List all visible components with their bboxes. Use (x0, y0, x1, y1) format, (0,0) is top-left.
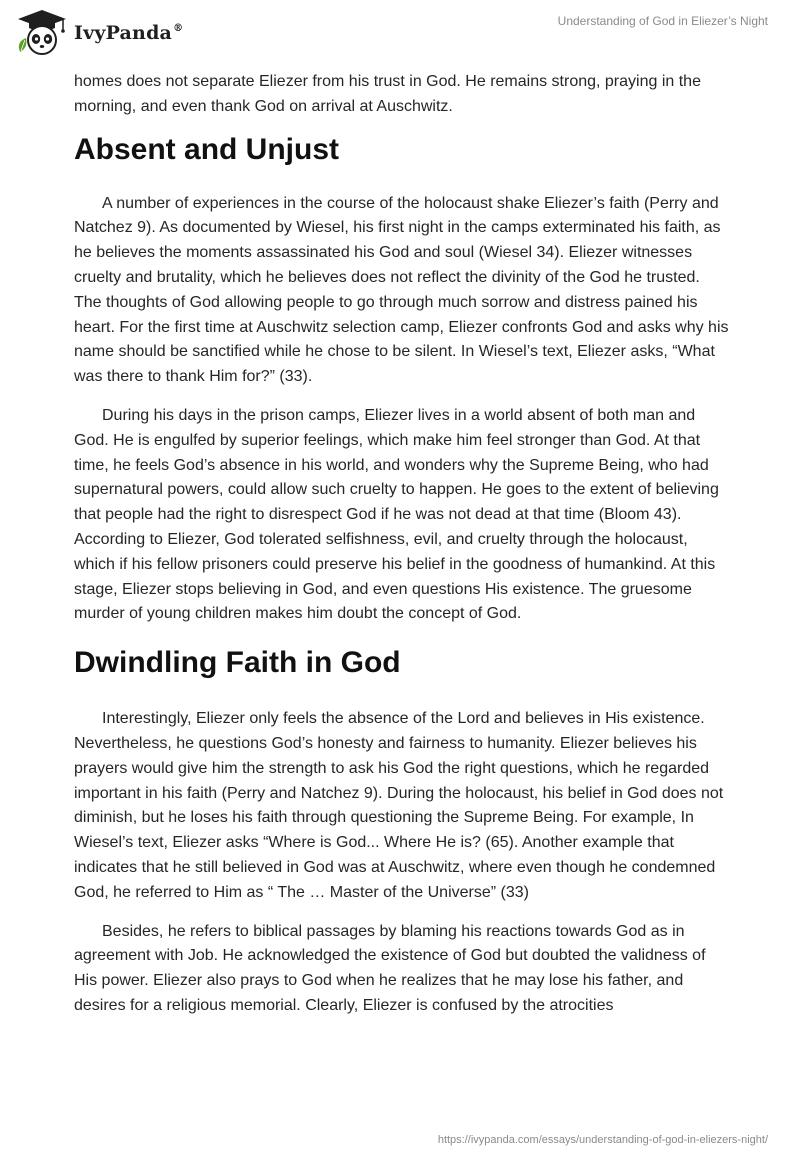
section-heading-absent-unjust: Absent and Unjust (74, 132, 340, 166)
paragraph-2: During his days in the prison camps, Eliezer lives in a world absent of both man and God. He is engulfed by superior feelings, which make him feel stronger than God. At that time, he feels God’s absence in his world, and wonders why the Supreme Being, who had supernatural powers, could allow such cruelty to happen. He goes to the extent of believing that people had the right to disrespect God if he was not dead at that time (Bloom 43). According to Eliezer, God tolerated selfishness, evil, and cruelty through the holocaust, which if his fellow prisoners could preserve his belief in the goodness of humankind. At this stage, Eliezer stops believing in God, and even questions His existence. The gruesome murder of young children makes him doubt the concept of God. (74, 406, 719, 623)
document-title: Understanding of God in Eliezer’s Night (557, 14, 768, 28)
panda-mascot-icon (14, 8, 70, 56)
source-url[interactable]: https://ivypanda.com/essays/understanding-of-god-in-eliezers-night/ (437, 1134, 768, 1146)
page-header (0, 0, 800, 62)
brand-name: IvyPanda® (74, 22, 184, 44)
registered-mark: ® (173, 23, 184, 34)
paragraph-3: Interestingly, Eliezer only feels the absence of the Lord and believes in His existence. Nevertheless, he questions God’s honesty and fairness to humanity. Eliezer believes his prayers would give him the strength to ask his God the right questions, which he regarded important in his faith (Perry and Natchez 9). During the holocaust, his belief in God does not diminish, but he loses his faith through questioning the Supreme Being. For example, In Wiesel’s text, Eliezer asks “Where is God... Where He is? (65). Another example that indicates that he still believed in God was at Auschwitz, where even though he condemned God, he referred to Him as “ The … Master of the Universe” (33) (74, 710, 724, 901)
intro-paragraph: homes does not separate Eliezer from his trust in God. He remains strong, praying in the morning, and even thank God on arrival at Auschwitz. (74, 73, 701, 115)
ivypanda-logo[interactable] (14, 8, 183, 56)
essay-body (74, 70, 730, 1033)
section-heading-dwindling-faith: Dwindling Faith in God (74, 646, 401, 680)
paragraph-4: Besides, he refers to biblical passages by blaming his reactions towards God as in agreement with Job. He acknowledged the existence of God but doubted the validness of His power. Eliezer also prays to God when he realizes that he may lose his father, and desires for a religious memorial. Clearly, Eliezer is confused by the atrocities (74, 922, 706, 1014)
paragraph-1: A number of experiences in the course of the holocaust shake Eliezer’s faith (Perry and Natchez 9). As documented by Wiesel, his first night in the camps exterminated his faith, as he believes the moments assassinated his God and soul (Wiesel 34). Eliezer witnesses cruelty and brutality, which he believes does not reflect the divinity of the God he trusted. The thoughts of God allowing people to go through much sorrow and distress pained his heart. For the first time at Auschwitz selection camp, Eliezer confronts God and asks why his name should be sanctified while he chose to be silent. In Wiesel’s text, Eliezer asks, “What was there to thank Him for?” (33). (74, 194, 729, 386)
